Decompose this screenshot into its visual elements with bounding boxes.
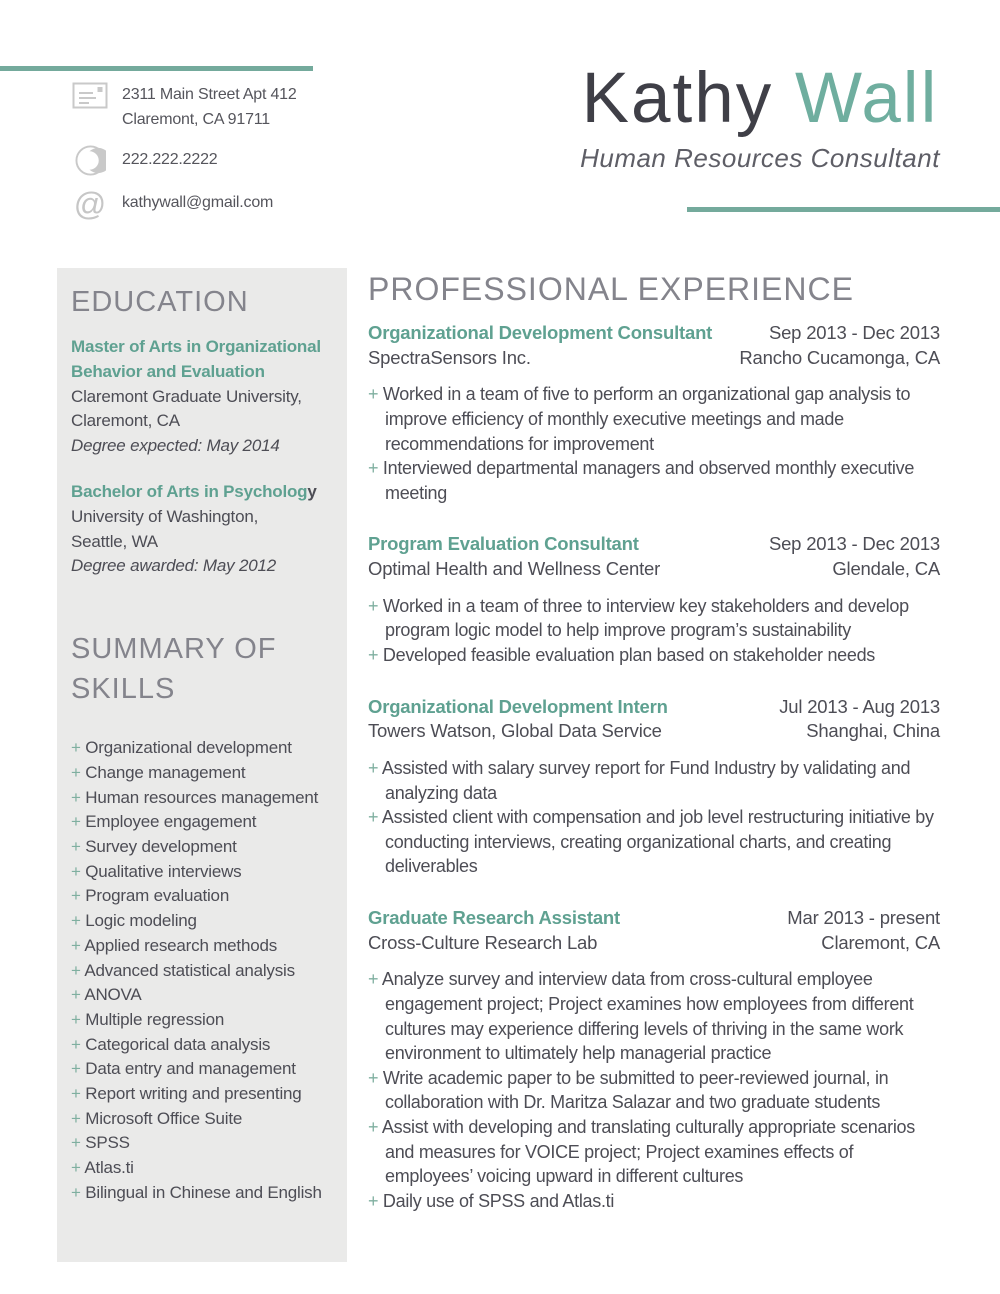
- education-entries: [71, 335, 327, 579]
- job-company: Towers Watson, Global Data Service: [368, 720, 662, 742]
- job-bullet: + Developed feasible evaluation plan based on stakeholder needs: [368, 644, 875, 665]
- school-line: Seattle, WA: [71, 531, 158, 551]
- plus-bullet-glyph: +: [71, 1084, 81, 1104]
- plus-bullet-glyph: +: [71, 960, 81, 980]
- job-subheader-row: [368, 719, 940, 744]
- plus-bullet-glyph: +: [368, 644, 379, 665]
- degree-title-plain: y: [307, 481, 317, 501]
- plus-bullet-glyph: +: [368, 969, 379, 990]
- plus-bullet-glyph: +: [71, 1034, 81, 1054]
- contact-address-row: [58, 82, 388, 132]
- email-text: kathywall@gmail.com: [122, 194, 274, 211]
- job-bullet: + Assisted with salary survey report for Fund Industry by validating and analyzing data: [368, 757, 911, 803]
- job-header-row: [368, 532, 940, 557]
- top-accent-rule: [0, 66, 313, 71]
- skill-item: + Program evaluation: [71, 886, 230, 906]
- job-company: Optimal Health and Wellness Center: [368, 558, 661, 580]
- job-bullets: [368, 756, 940, 879]
- job-location: Shanghai, China: [806, 720, 940, 742]
- job-location: Rancho Cucamonga, CA: [739, 346, 940, 368]
- school-line: Claremont Graduate University,: [71, 386, 302, 406]
- plus-bullet-glyph: +: [71, 1108, 81, 1128]
- plus-bullet-glyph: +: [368, 1067, 379, 1088]
- education-heading: EDUCATION: [71, 286, 249, 318]
- skill-item: + Data entry and management: [71, 1059, 296, 1079]
- skill-item: + Categorical data analysis: [71, 1034, 271, 1054]
- job-subheader-row: [368, 931, 940, 956]
- skills-list: [71, 736, 327, 1205]
- skill-item: + Employee engagement: [71, 812, 257, 832]
- degree-note: Degree expected: May 2014: [71, 436, 280, 456]
- job-entry: [368, 532, 940, 667]
- job-title: Program Evaluation Consultant: [368, 533, 639, 555]
- job-bullet: + Daily use of SPSS and Atlas.ti: [368, 1190, 615, 1211]
- degree-title: [71, 335, 327, 385]
- job-subheader-row: [368, 346, 940, 371]
- job-bullet: + Analyze survey and interview data from cross-cultural employee engagement project; Project examines how employees from different cultures may experience differing levels of thriving in the same work environment to ultimately help managerial practice: [368, 969, 914, 1064]
- plus-bullet-glyph: +: [368, 384, 379, 405]
- job-bullets: [368, 967, 940, 1213]
- job-bullet: + Worked in a team of three to interview key stakeholders and develop program logic model to help improve program’s sustainability: [368, 595, 909, 641]
- skill-item: + Change management: [71, 762, 246, 782]
- skill-item: + Atlas.ti: [71, 1158, 134, 1178]
- skill-item: + Advanced statistical analysis: [71, 960, 295, 980]
- skill-item: + Bilingual in Chinese and English: [71, 1182, 322, 1202]
- plus-bullet-glyph: +: [71, 787, 81, 807]
- phone-text: 222.222.2222: [122, 151, 218, 168]
- job-title: Organizational Development Consultant: [368, 322, 713, 343]
- plus-bullet-glyph: +: [71, 886, 81, 906]
- skill-item: + ANOVA: [71, 985, 142, 1005]
- job-bullet: + Assist with developing and translating culturally appropriate scenarios and measures for VOICE project; Project examines effects of employees’ voicing upward in different cultures: [368, 1116, 915, 1187]
- address-line-1: 2311 Main Street Apt 412: [122, 86, 297, 103]
- contact-phone-row: [58, 145, 388, 176]
- plus-bullet-glyph: +: [368, 458, 379, 479]
- degree-note: Degree awarded: May 2012: [71, 556, 276, 576]
- skill-item: + Microsoft Office Suite: [71, 1108, 243, 1128]
- job-bullet: + Interviewed departmental managers and observed monthly executive meeting: [368, 458, 915, 503]
- name-block: [520, 58, 1000, 174]
- degree-title-accent: Master of Arts in Organizational Behavior and Evaluation: [71, 337, 321, 381]
- last-name: Wall: [794, 59, 939, 138]
- page-title: [520, 58, 1000, 140]
- plus-bullet-glyph: +: [71, 1182, 81, 1202]
- plus-bullet-glyph: +: [368, 595, 379, 616]
- experience-heading: PROFESSIONAL EXPERIENCE: [368, 271, 854, 307]
- plus-bullet-glyph: +: [71, 762, 81, 782]
- name-accent-rule: [687, 207, 1000, 212]
- plus-bullet-glyph: +: [368, 1116, 379, 1137]
- job-header-row: [368, 695, 940, 720]
- skill-item: + Human resources management: [71, 787, 319, 807]
- job-bullets: [368, 382, 940, 505]
- address-line-2: Claremont, CA 91711: [122, 111, 270, 128]
- skills-heading: SUMMARY OF SKILLS: [71, 633, 277, 706]
- skill-item: + SPSS: [71, 1133, 130, 1153]
- plus-bullet-glyph: +: [71, 836, 81, 856]
- plus-bullet-glyph: +: [71, 935, 81, 955]
- skill-item: + Multiple regression: [71, 1009, 225, 1029]
- job-title: Graduate Research Assistant: [368, 906, 620, 928]
- plus-bullet-glyph: +: [368, 807, 379, 828]
- job-location: Claremont, CA: [821, 931, 940, 953]
- school-line: University of Washington,: [71, 506, 259, 526]
- first-name: Kathy: [581, 59, 774, 138]
- job-entry: [368, 695, 940, 879]
- skill-item: + Survey development: [71, 836, 237, 856]
- plus-bullet-glyph: +: [71, 1009, 81, 1029]
- job-bullet: + Assisted client with compensation and job level restructuring initiative by conducting interviews, creating organizational charts, and creating deliverables: [368, 807, 934, 877]
- education-entry: [71, 335, 327, 459]
- plus-bullet-glyph: +: [71, 1158, 81, 1178]
- job-dates: Jul 2013 - Aug 2013: [779, 695, 940, 717]
- plus-bullet-glyph: +: [71, 985, 81, 1005]
- education-entry: [71, 480, 327, 579]
- job-subtitle: Human Resources Consultant: [580, 142, 940, 173]
- plus-bullet-glyph: +: [71, 861, 81, 881]
- job-bullet: + Write academic paper to be submitted to peer-reviewed journal, in collaboration with Dr. Maritza Salazar and two graduate students: [368, 1067, 889, 1113]
- job-company: SpectraSensors Inc.: [368, 346, 531, 368]
- job-subheader-row: [368, 557, 940, 582]
- plus-bullet-glyph: +: [71, 1059, 81, 1079]
- job-company: Cross-Culture Research Lab: [368, 931, 598, 953]
- plus-bullet-glyph: +: [71, 1133, 81, 1153]
- address-text: [122, 82, 297, 132]
- job-dates: Sep 2013 - Dec 2013: [768, 533, 940, 555]
- job-dates: Sep 2013 - Dec 2013: [768, 322, 940, 343]
- envelope-icon: [58, 82, 122, 110]
- plus-bullet-glyph: +: [71, 911, 81, 931]
- job-entry: [368, 906, 940, 1213]
- degree-title-accent: Bachelor of Arts in Psycholog: [71, 481, 308, 501]
- skill-item: + Organizational development: [71, 738, 292, 758]
- job-title: Organizational Development Intern: [368, 695, 668, 717]
- job-bullet: + Worked in a team of five to perform an organizational gap analysis to improve efficiency of monthly executive meetings and made recommendations for improvement: [368, 384, 911, 454]
- plus-bullet-glyph: +: [71, 812, 81, 832]
- plus-bullet-glyph: +: [71, 738, 81, 758]
- job-bullets: [368, 594, 940, 668]
- skill-item: + Qualitative interviews: [71, 861, 242, 881]
- skill-item: + Logic modeling: [71, 911, 197, 931]
- job-header-row: [368, 906, 940, 931]
- job-entry: [368, 321, 940, 505]
- contact-email-row: [58, 186, 388, 222]
- at-icon: @: [73, 186, 107, 222]
- plus-bullet-glyph: +: [368, 1190, 379, 1211]
- jobs-list: [368, 321, 940, 1213]
- job-header-row: [368, 321, 940, 346]
- skill-item: + Report writing and presenting: [71, 1084, 302, 1104]
- degree-title: [71, 480, 327, 505]
- sidebar: [57, 268, 347, 1262]
- experience-column: [368, 270, 940, 1213]
- job-location: Glendale, CA: [832, 558, 940, 580]
- school-line: Claremont, CA: [71, 411, 180, 431]
- phone-icon: [58, 145, 122, 176]
- job-dates: Mar 2013 - present: [787, 906, 940, 928]
- skill-item: + Applied research methods: [71, 935, 278, 955]
- plus-bullet-glyph: +: [368, 757, 379, 778]
- contact-block: [58, 82, 388, 232]
